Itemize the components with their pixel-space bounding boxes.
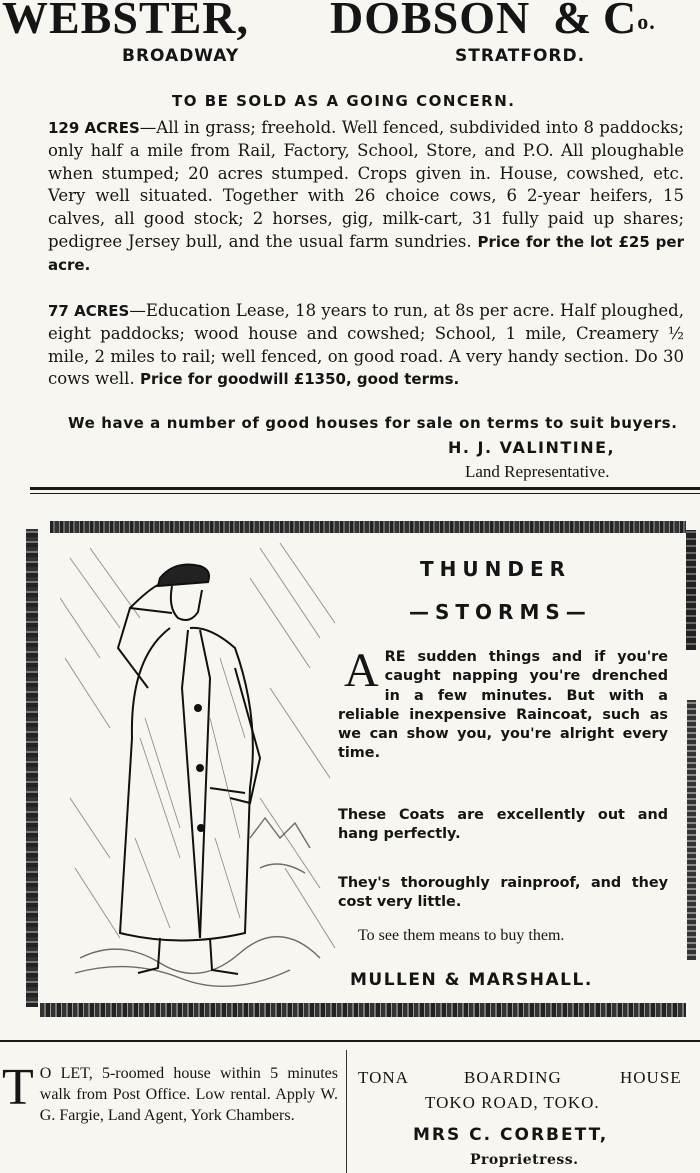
- raincoat-man-illustration: [60, 538, 340, 988]
- sale-heading: TO BE SOLD AS A GOING CONCERN.: [172, 92, 516, 110]
- ad-border-right-lower: [687, 700, 696, 960]
- ad-signature: MULLEN & MARSHALL.: [350, 970, 593, 990]
- divider-bottom: [0, 1040, 700, 1042]
- firm-name-dobson: DOBSON: [330, 0, 531, 43]
- boarding-address: TOKO ROAD, TOKO.: [425, 1093, 600, 1112]
- ad-paragraph-2: These Coats are excellently out and hang perfectly.: [338, 807, 668, 843]
- listing-2-text: —Education Lease, 18 years to run, at 8s per acre. Half ploughed, eight paddocks; wood house and cowshed; School, 1 mile, Creamery ½ mile, 2 miles to rail; well fenced, on good road. A very handy section. Do 30 cows well.: [48, 301, 684, 389]
- boarding-house-name: [358, 1068, 682, 1088]
- ad-paragraph-4: To see them means to buy them.: [358, 927, 565, 944]
- listing-1-text: —All in grass; freehold. Well fenced, subdivided into 8 paddocks; only half a mile from Rail, Factory, School, Store, and P.O. All ploughable when stumped; 20 acres stumped. Crops given in. House, cowshed, etc. Very well situated. Together with 26 choice cows, 6 2-year heifers, 15 calves, all good stock; 2 horses, gig, milk-cart, 31 fully paid up shares; pedigree Jersey bull, and the usual farm sundries.: [48, 118, 684, 251]
- ad-drop-cap: A: [344, 644, 379, 697]
- firm-name-header: [0, 0, 700, 44]
- boarding-word-boarding: BOARDING: [464, 1068, 562, 1087]
- firm-name-webster: WEBSTER,: [2, 0, 250, 43]
- divider-thin: [30, 493, 700, 494]
- listing-1-acres: 129 ACRES: [48, 119, 140, 137]
- ad-border-right-upper: [686, 530, 696, 650]
- to-let-text: O LET, 5-roomed house within 5 minutes walk from Post Office. Low rental. Apply W. G. Fargie, Land Agent, York Chambers.: [39, 1065, 338, 1124]
- ad-border-left: [26, 529, 38, 1007]
- location-right: STRATFORD.: [455, 46, 586, 66]
- firm-name-ampersand: &: [553, 0, 593, 43]
- location-left: BROADWAY: [122, 46, 240, 66]
- boarding-word-tona: TONA: [358, 1068, 409, 1087]
- ad-paragraph-1-text: RE sudden things and if you're caught napping you're drenched in a few minutes. But with a reliable inexpensive Raincoat, such as we can show you, you're alright every time.: [338, 649, 668, 762]
- firm-name-co-letter: C: [603, 0, 638, 43]
- divider-thick: [30, 487, 700, 490]
- ad-border-top: [50, 521, 686, 533]
- listing-1-price: Price for the lot £25 per acre.: [48, 232, 684, 274]
- boarding-owner-title: Proprietress.: [470, 1152, 579, 1168]
- ad-border-bottom: [40, 1003, 686, 1017]
- to-let-drop-cap: T: [2, 1059, 34, 1116]
- boarding-owner: MRS C. CORBETT,: [413, 1125, 609, 1145]
- firm-name-co-sup: o.: [637, 9, 656, 34]
- boarding-word-house: HOUSE: [620, 1068, 682, 1087]
- firm-name-co: [603, 0, 656, 44]
- listing-77-acres: [48, 300, 684, 391]
- listing-2-acres: 77 ACRES: [48, 302, 130, 320]
- ad-title-thunder: THUNDER: [420, 557, 572, 581]
- to-let-ad: [0, 1059, 338, 1126]
- houses-note: We have a number of good houses for sale on terms to suit buyers.: [68, 414, 678, 432]
- ad-paragraph-3: They's thoroughly rainproof, and they cost very little.: [338, 875, 668, 911]
- listing-129-acres: [48, 117, 684, 277]
- ad-paragraph-1: [338, 644, 668, 764]
- ad-title-storms: —STORMS—: [409, 600, 592, 624]
- agent-name: H. J. VALINTINE,: [448, 438, 616, 457]
- listing-2-price: Price for goodwill £1350, good terms.: [139, 370, 460, 389]
- column-divider: [346, 1050, 347, 1173]
- agent-title: Land Representative.: [465, 462, 610, 481]
